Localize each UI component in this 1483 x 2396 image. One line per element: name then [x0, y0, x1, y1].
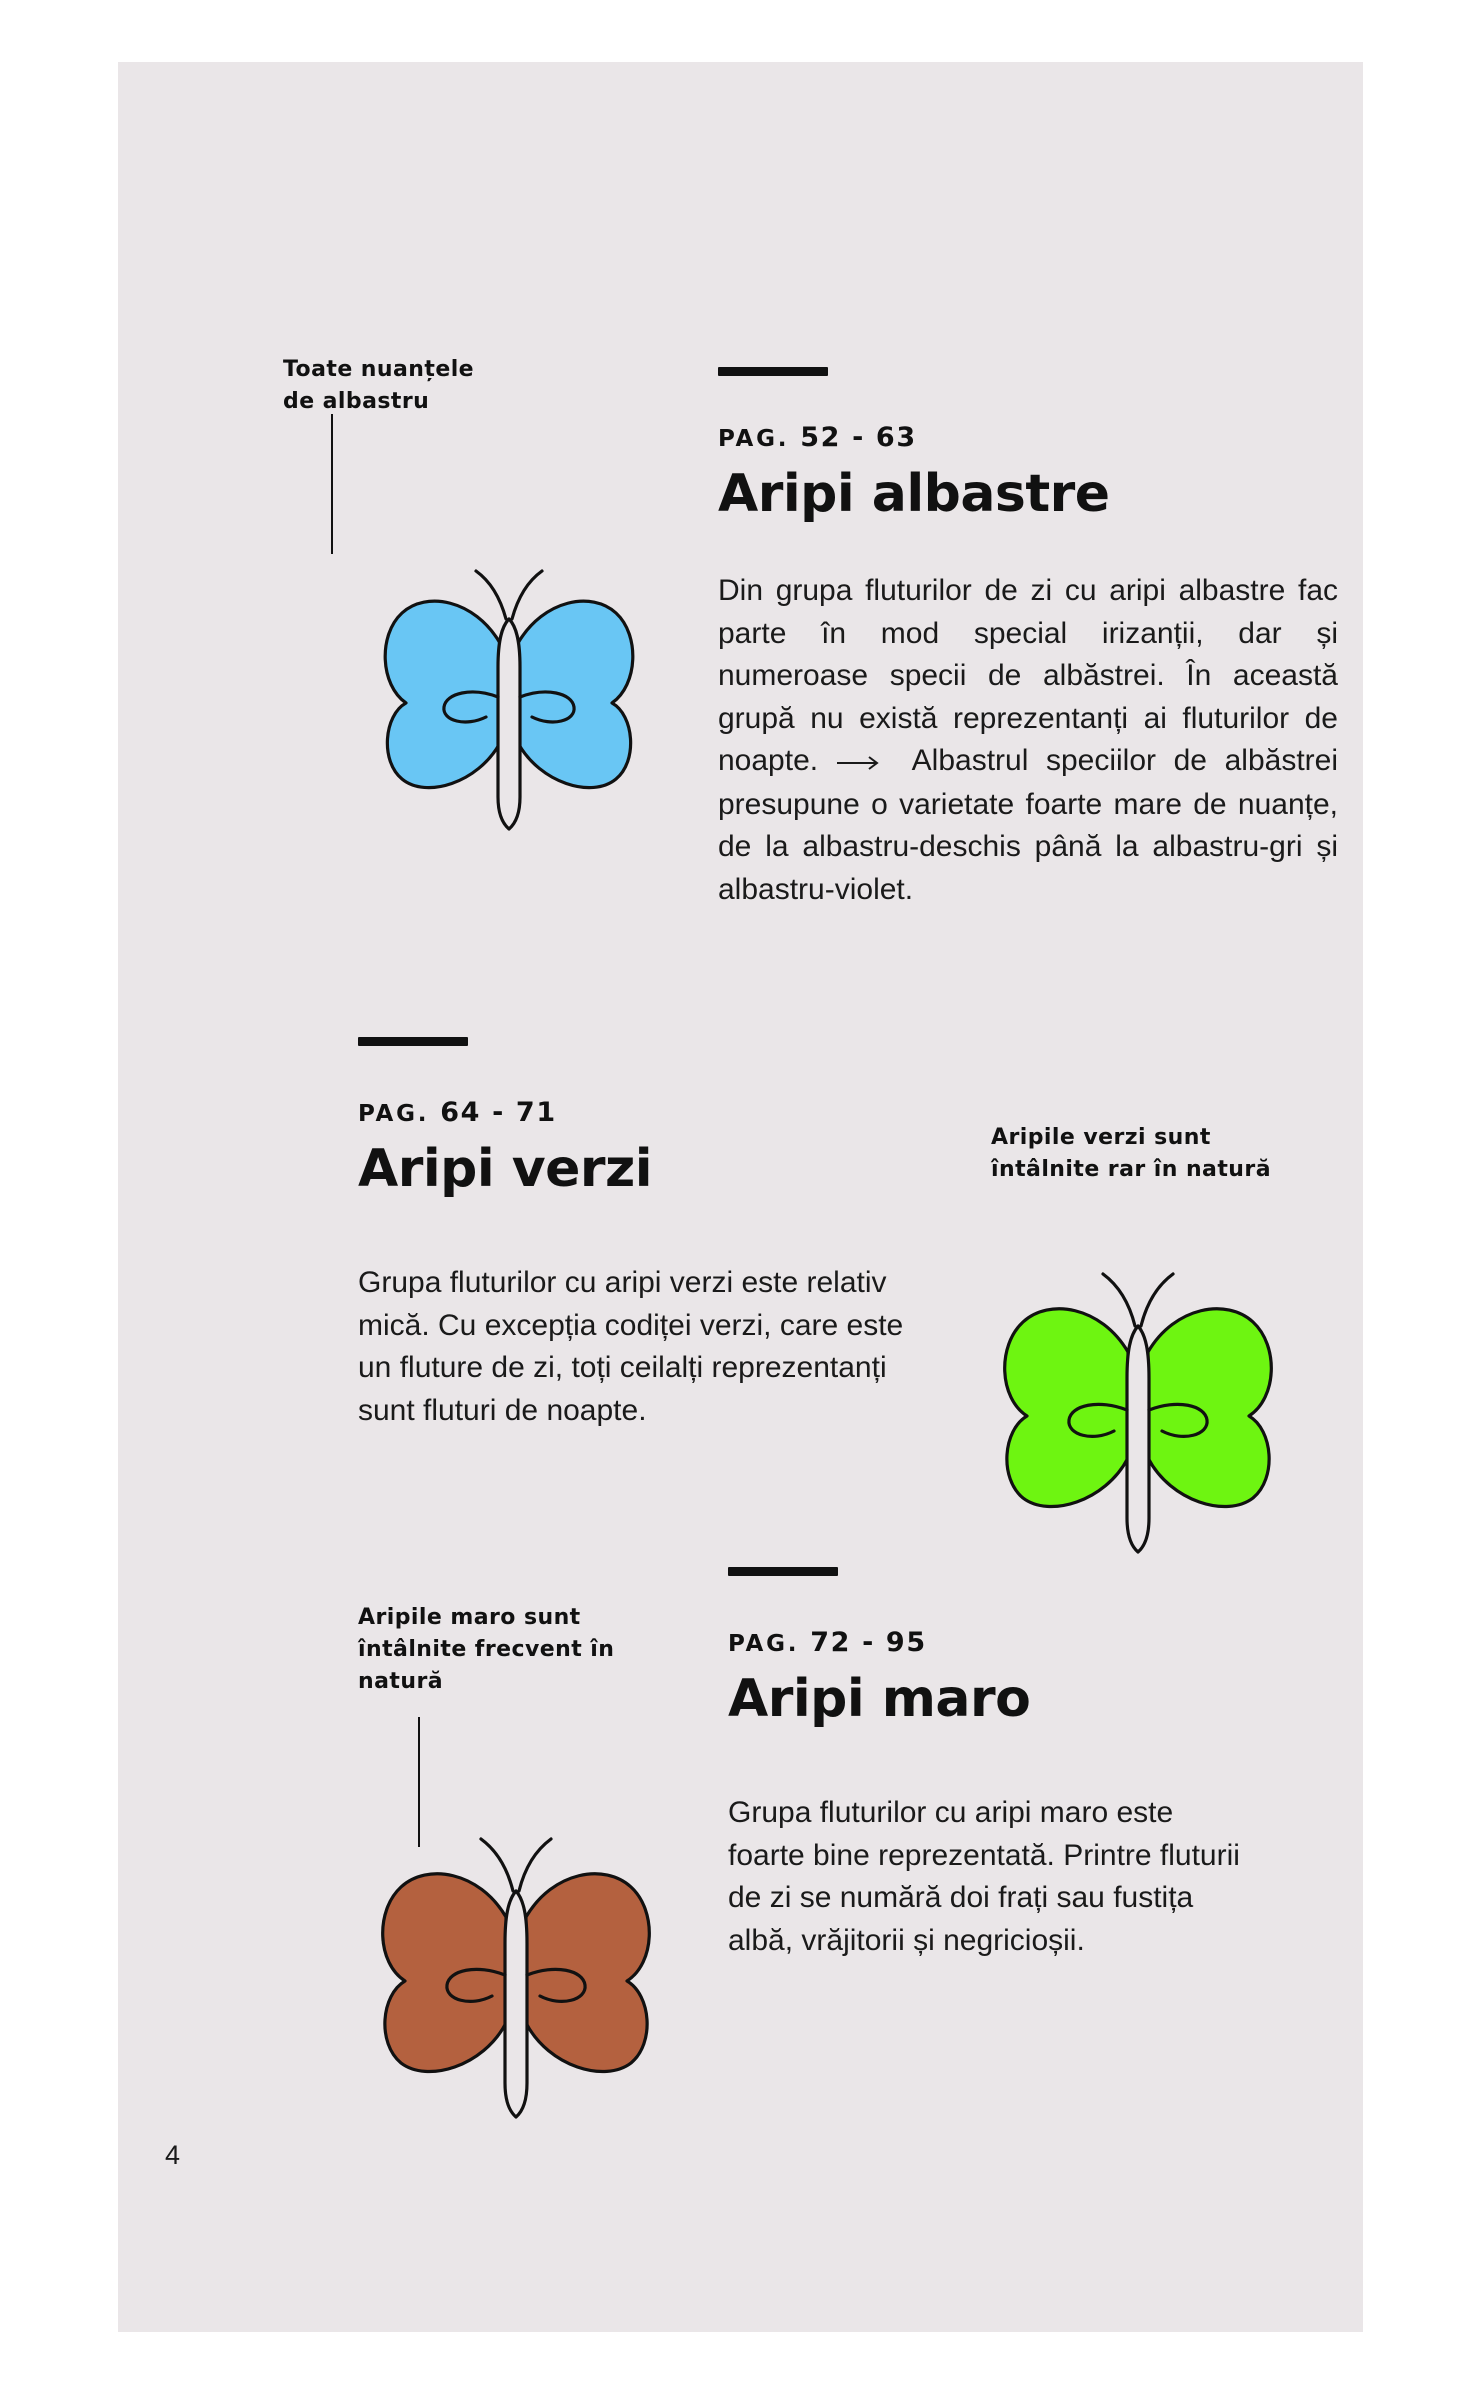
book-page [118, 62, 1363, 2332]
green-section-caption: Aripile verzi sunt întâlnite rar în natură [991, 1125, 1271, 1182]
blue-section-body [718, 570, 1338, 912]
brown-pag-range: 72 - 95 [810, 1627, 927, 1658]
brown-section-pagination [728, 1627, 927, 1658]
page-number: 4 [165, 2140, 181, 2170]
arrow-right-icon [836, 741, 882, 784]
blue-section-caption: Toate nuanțele de albastru [283, 357, 475, 414]
blue-section-pagination [718, 422, 917, 453]
brown-section-title: Aripi maro [728, 1669, 1031, 1729]
blue-pag-prefix: PAG. [718, 426, 790, 452]
green-pag-prefix: PAG. [358, 1101, 430, 1127]
green-section-pagination [358, 1097, 557, 1128]
blue-section-title: Aripi albastre [718, 464, 1110, 524]
blue-pag-range: 52 - 63 [800, 422, 917, 453]
blue-body-paragraph: Din grupa fluturilor de zi cu aripi albastre fac parte în mod special irizanții, dar și numeroase specii de albăstrei. În această grupă nu există reprezentanți ai fluturilor de noapte. [718, 574, 1338, 778]
green-section-title: Aripi verzi [358, 1139, 653, 1199]
brown-butterfly-illustration [351, 1817, 681, 2147]
blue-section-rule [718, 367, 828, 376]
green-pag-range: 64 - 71 [440, 1097, 557, 1128]
brown-section-caption: Aripile maro sunt întâlnite frecvent în natură [358, 1605, 615, 1694]
brown-section-rule [728, 1567, 838, 1576]
blue-body-arrow-paragraph: Albastrul speciilor de albăstrei presupune o varietate foarte mare de nuanțe, de la albastru-deschis până la albastru-gri și albastru-violet. [718, 744, 1338, 906]
brown-section-body: Grupa fluturilor cu aripi maro este foarte bine reprezentată. Printre fluturii de zi se numără doi frați sau fustița albă, vrăjitorii și negricioșii. [728, 1796, 1240, 1957]
green-section-rule [358, 1037, 468, 1046]
green-butterfly-illustration [973, 1252, 1303, 1582]
brown-pag-prefix: PAG. [728, 1631, 800, 1657]
green-section-body: Grupa fluturilor cu aripi verzi este relativ mică. Cu excepția codiței verzi, care este un fluture de zi, toți ceilalți reprezentanți sunt fluturi de noapte. [358, 1266, 904, 1427]
blue-caption-leader-line [331, 414, 333, 554]
blue-butterfly-illustration [354, 547, 664, 857]
